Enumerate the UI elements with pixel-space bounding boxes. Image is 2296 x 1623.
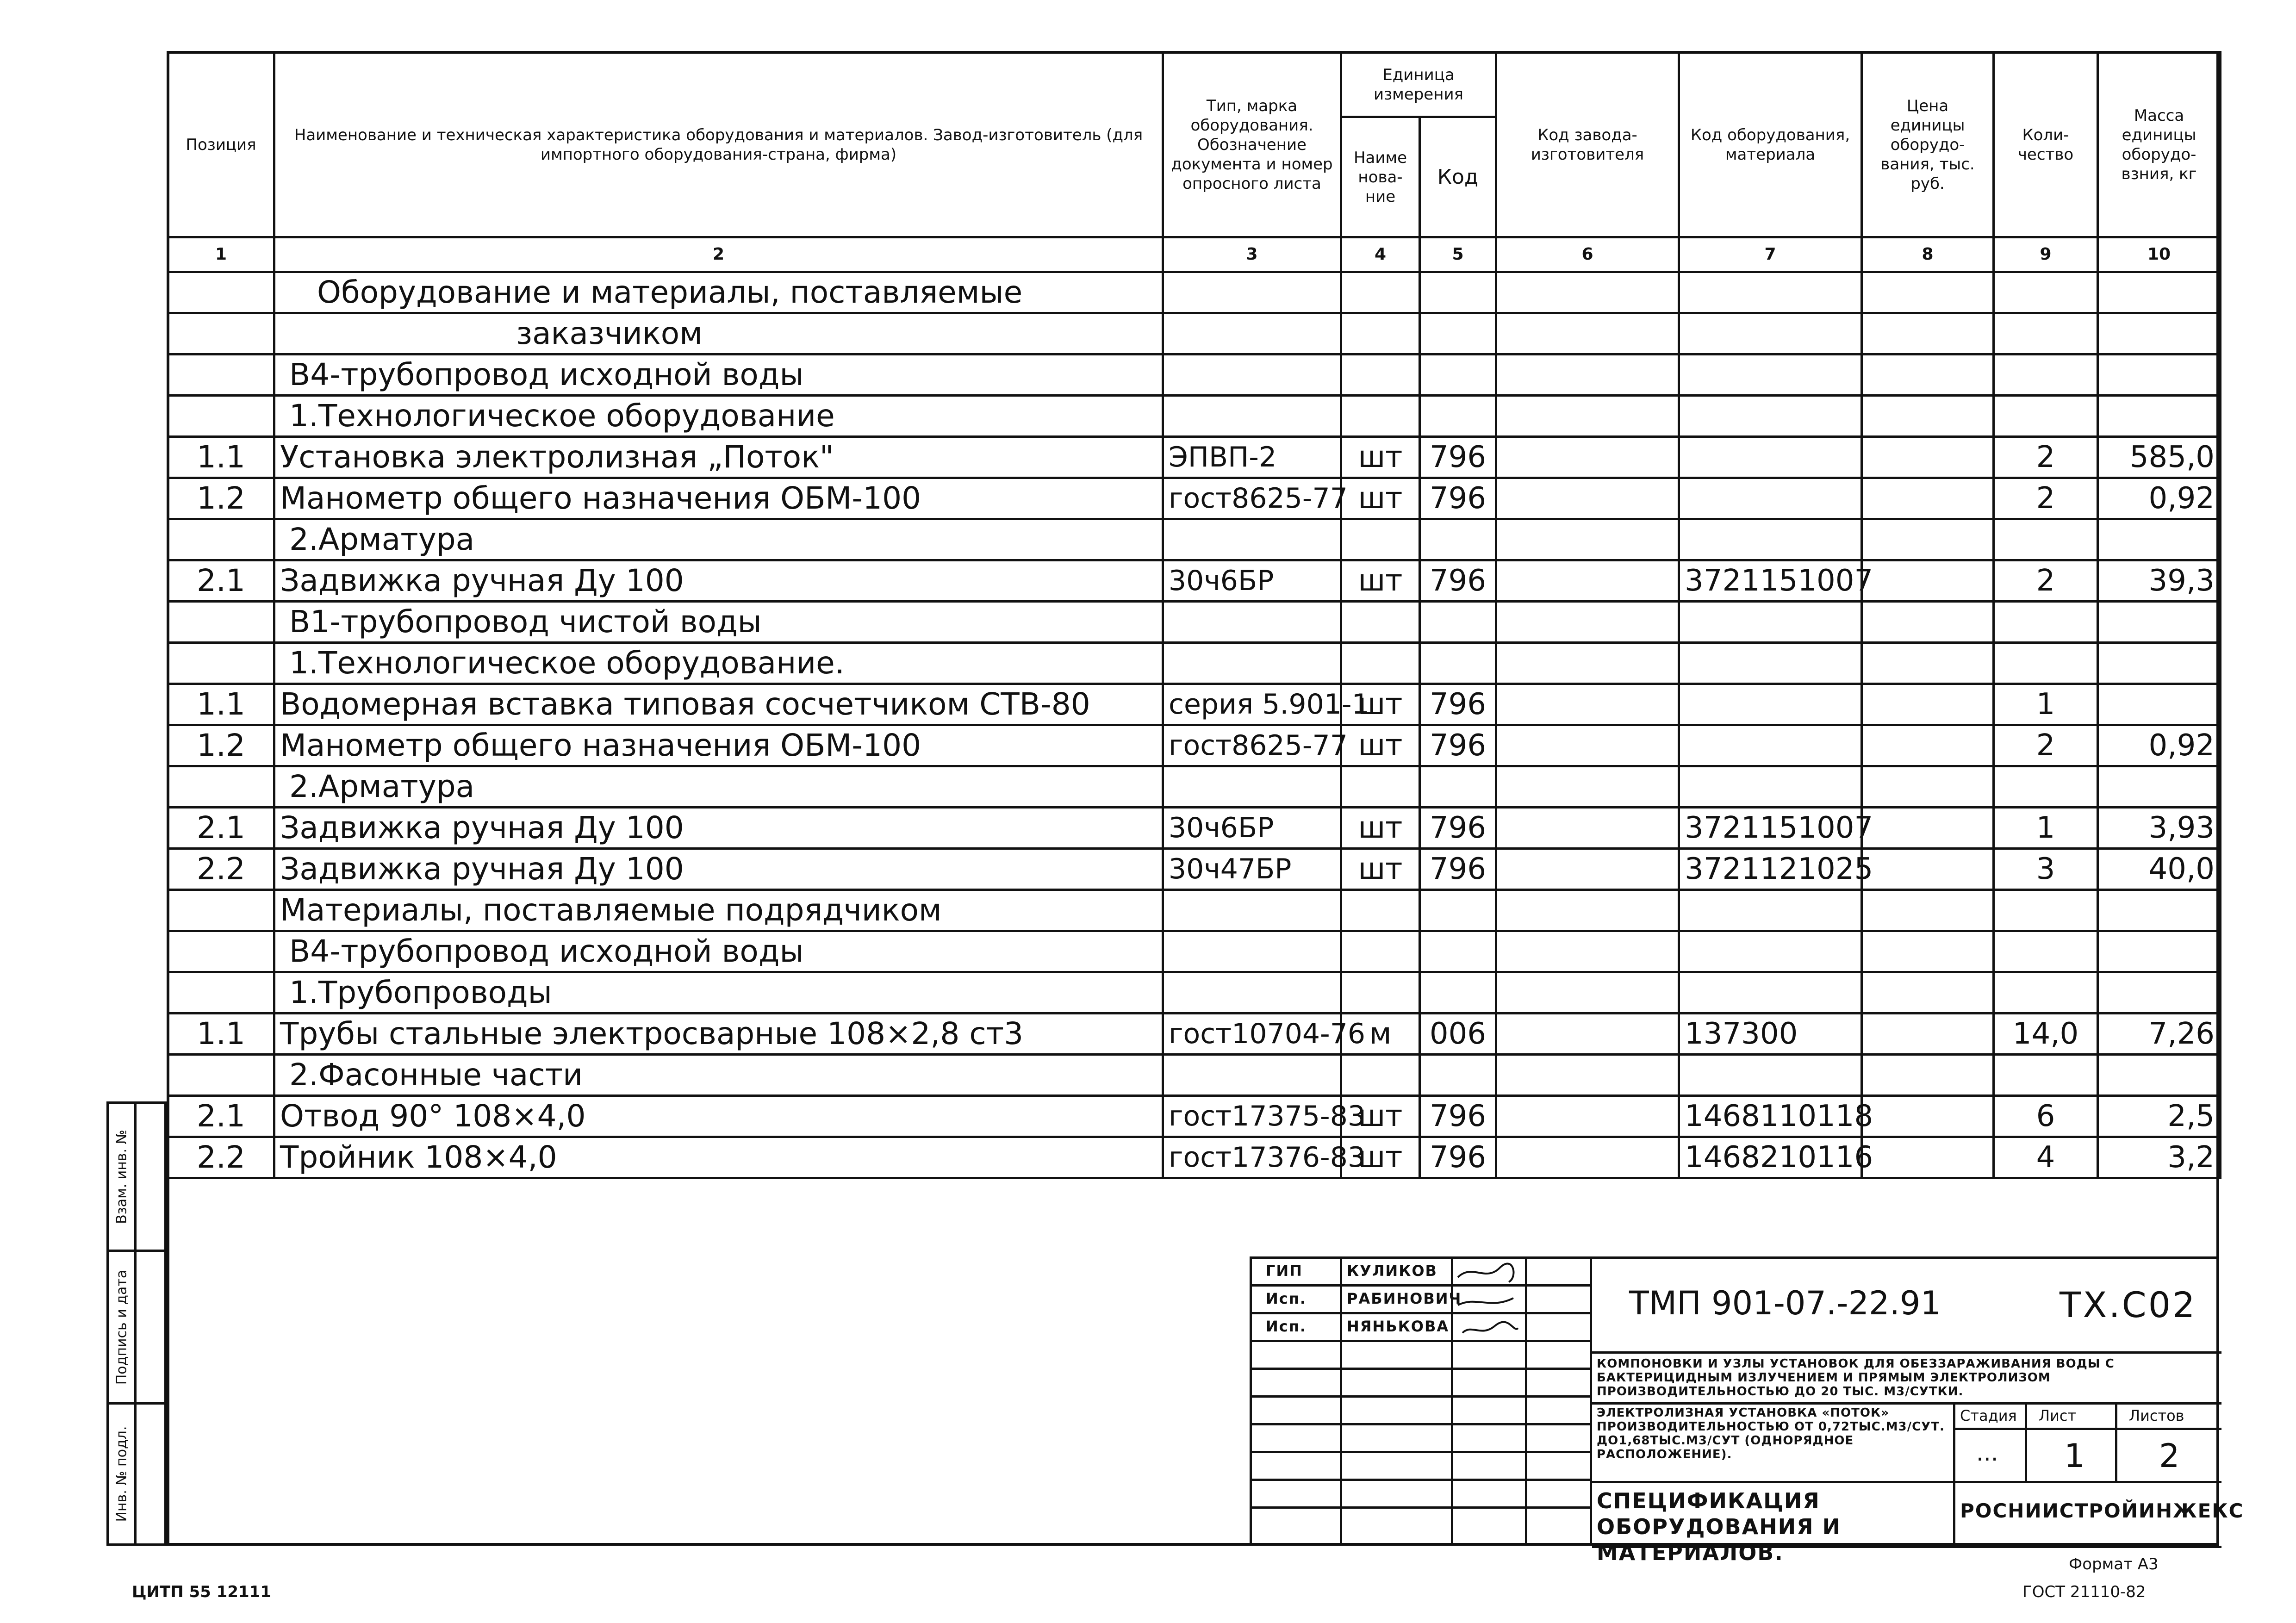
price-cell xyxy=(1862,808,1994,849)
price-cell xyxy=(1862,602,1994,643)
role-executor-1: Исп. xyxy=(1266,1290,1307,1307)
material-code-cell xyxy=(1679,396,1862,437)
header-name: Наименование и техническая характеристика оборудования и материалов. Завод-изготовитель (для импортного оборудования-страна, фирма) xyxy=(274,52,1163,237)
material-code-cell xyxy=(1679,972,1862,1014)
type-cell xyxy=(1163,643,1341,684)
position-cell xyxy=(168,602,274,643)
type-cell: гост17376-83 xyxy=(1163,1137,1341,1178)
name-cell: Задвижка ручная Ду 100 xyxy=(274,560,1163,602)
unit-code-cell xyxy=(1420,272,1496,313)
material-code-cell xyxy=(1679,931,1862,972)
material-code-cell xyxy=(1679,519,1862,560)
name-cell: Оборудование и материалы, поставляемые xyxy=(274,272,1163,313)
factory-code-cell xyxy=(1496,437,1679,478)
header-mass: Масса единицы оборудо-взния, кг xyxy=(2098,52,2221,237)
name-cell: Тройник 108×4,0 xyxy=(274,1137,1163,1178)
material-code-cell xyxy=(1679,643,1862,684)
position-cell xyxy=(168,1055,274,1096)
unit-code-cell xyxy=(1420,643,1496,684)
position-cell: 1.1 xyxy=(168,437,274,478)
material-code-cell: 3721151007 xyxy=(1679,808,1862,849)
table-row xyxy=(168,1137,2221,1178)
position-cell: 1.1 xyxy=(168,1014,274,1055)
name-cell: В1-трубопровод чистой воды xyxy=(274,602,1163,643)
quantity-cell: 3 xyxy=(1994,849,2098,890)
header-unit-group: Единица измерения xyxy=(1341,52,1496,117)
column-number: 7 xyxy=(1679,237,1862,272)
type-cell xyxy=(1163,1055,1341,1096)
factory-code-cell xyxy=(1496,313,1679,354)
name-gip: КУЛИКОВ xyxy=(1347,1262,1437,1280)
factory-code-cell xyxy=(1496,684,1679,725)
factory-code-cell xyxy=(1496,272,1679,313)
factory-code-cell xyxy=(1496,808,1679,849)
type-cell: гост17375-83 xyxy=(1163,1096,1341,1137)
unit-cell xyxy=(1341,313,1420,354)
type-cell xyxy=(1163,272,1341,313)
name-cell: Манометр общего назначения ОБМ-100 xyxy=(274,725,1163,766)
position-cell xyxy=(168,519,274,560)
mass-cell xyxy=(2098,272,2221,313)
price-cell xyxy=(1862,725,1994,766)
table-row xyxy=(168,890,2221,931)
type-cell: 30ч6БР xyxy=(1163,808,1341,849)
table-row xyxy=(168,725,2221,766)
position-cell xyxy=(168,354,274,396)
table-row xyxy=(168,396,2221,437)
unit-cell: шт xyxy=(1341,478,1420,519)
name-cell: Задвижка ручная Ду 100 xyxy=(274,849,1163,890)
material-code-cell: 137300 xyxy=(1679,1014,1862,1055)
unit-code-cell: 796 xyxy=(1420,437,1496,478)
table-row xyxy=(168,931,2221,972)
material-code-cell: 3721121025 xyxy=(1679,849,1862,890)
unit-cell xyxy=(1341,931,1420,972)
table-row xyxy=(168,313,2221,354)
price-cell xyxy=(1862,766,1994,808)
position-cell: 1.2 xyxy=(168,725,274,766)
price-cell xyxy=(1862,1137,1994,1178)
factory-code-cell xyxy=(1496,478,1679,519)
material-code-cell xyxy=(1679,602,1862,643)
table-row xyxy=(168,478,2221,519)
name-cell: 1.Технологическое оборудование. xyxy=(274,643,1163,684)
unit-cell: шт xyxy=(1341,1137,1420,1178)
document-number: ТМП 901-07.-22.91 xyxy=(1629,1284,1941,1322)
material-code-cell xyxy=(1679,890,1862,931)
header-unit-code: Код xyxy=(1420,117,1496,237)
position-cell xyxy=(168,272,274,313)
mass-cell xyxy=(2098,1055,2221,1096)
name-cell: Манометр общего назначения ОБМ-100 xyxy=(274,478,1163,519)
unit-code-cell xyxy=(1420,396,1496,437)
stage-label: Стадия xyxy=(1960,1407,2017,1424)
material-code-cell xyxy=(1679,478,1862,519)
name-cell: Отвод 90° 108×4,0 xyxy=(274,1096,1163,1137)
factory-code-cell xyxy=(1496,602,1679,643)
header-quantity: Коли-чество xyxy=(1994,52,2098,237)
unit-code-cell: 796 xyxy=(1420,684,1496,725)
unit-code-cell xyxy=(1420,890,1496,931)
quantity-cell xyxy=(1994,272,2098,313)
quantity-cell xyxy=(1994,972,2098,1014)
unit-code-cell xyxy=(1420,313,1496,354)
factory-code-cell xyxy=(1496,1014,1679,1055)
header-unit-name: Наиме нова- ние xyxy=(1341,117,1420,237)
factory-code-cell xyxy=(1496,1055,1679,1096)
table-row xyxy=(168,643,2221,684)
material-code-cell: 3721151007 xyxy=(1679,560,1862,602)
material-code-cell: 1468210116 xyxy=(1679,1137,1862,1178)
footer-gost: ГОСТ 21110-82 xyxy=(2022,1583,2146,1601)
table-row xyxy=(168,519,2221,560)
position-cell: 2.2 xyxy=(168,1137,274,1178)
column-number: 6 xyxy=(1496,237,1679,272)
mass-cell xyxy=(2098,602,2221,643)
table-row xyxy=(168,1014,2221,1055)
type-cell xyxy=(1163,931,1341,972)
mass-cell: 585,0 xyxy=(2098,437,2221,478)
material-code-cell xyxy=(1679,272,1862,313)
column-number: 1 xyxy=(168,237,274,272)
mass-cell xyxy=(2098,643,2221,684)
role-gip: ГИП xyxy=(1266,1262,1303,1280)
unit-code-cell: 796 xyxy=(1420,725,1496,766)
mass-cell xyxy=(2098,519,2221,560)
header-factory-code: Код завода-изготовителя xyxy=(1496,52,1679,237)
material-code-cell: 1468110118 xyxy=(1679,1096,1862,1137)
table-row xyxy=(168,849,2221,890)
position-cell xyxy=(168,766,274,808)
type-cell xyxy=(1163,890,1341,931)
quantity-cell xyxy=(1994,354,2098,396)
price-cell xyxy=(1862,890,1994,931)
factory-code-cell xyxy=(1496,1096,1679,1137)
material-code-cell xyxy=(1679,354,1862,396)
unit-cell: м xyxy=(1341,1014,1420,1055)
mass-cell xyxy=(2098,890,2221,931)
name-cell: В4-трубопровод исходной воды xyxy=(274,931,1163,972)
factory-code-cell xyxy=(1496,1137,1679,1178)
material-code-cell xyxy=(1679,1055,1862,1096)
unit-cell xyxy=(1341,1055,1420,1096)
material-code-cell xyxy=(1679,437,1862,478)
type-cell: 30ч47БР xyxy=(1163,849,1341,890)
factory-code-cell xyxy=(1496,766,1679,808)
position-cell xyxy=(168,643,274,684)
price-cell xyxy=(1862,354,1994,396)
price-cell xyxy=(1862,272,1994,313)
factory-code-cell xyxy=(1496,643,1679,684)
name-executor-2: НЯНЬКОВА xyxy=(1347,1318,1450,1335)
title-block-signatures xyxy=(1250,1256,1590,1546)
position-cell: 2.1 xyxy=(168,1096,274,1137)
position-cell xyxy=(168,890,274,931)
name-cell: 2.Арматура xyxy=(274,519,1163,560)
unit-cell xyxy=(1341,519,1420,560)
header-price: Цена единицы оборудо-вания, тыс. руб. xyxy=(1862,52,1994,237)
header-position: Позиция xyxy=(168,52,274,237)
factory-code-cell xyxy=(1496,560,1679,602)
unit-code-cell: 796 xyxy=(1420,560,1496,602)
mass-cell: 0,92 xyxy=(2098,478,2221,519)
price-cell xyxy=(1862,1055,1994,1096)
name-cell: Трубы стальные электросварные 108×2,8 ст3 xyxy=(274,1014,1163,1055)
unit-cell xyxy=(1341,972,1420,1014)
position-cell xyxy=(168,931,274,972)
mass-cell xyxy=(2098,766,2221,808)
unit-cell xyxy=(1341,890,1420,931)
unit-cell xyxy=(1341,766,1420,808)
quantity-cell: 6 xyxy=(1994,1096,2098,1137)
price-cell xyxy=(1862,478,1994,519)
quantity-cell: 2 xyxy=(1994,437,2098,478)
unit-code-cell: 796 xyxy=(1420,808,1496,849)
quantity-cell: 1 xyxy=(1994,684,2098,725)
mass-cell xyxy=(2098,396,2221,437)
unit-cell xyxy=(1341,643,1420,684)
position-cell xyxy=(168,313,274,354)
type-cell: серия 5.901-1 xyxy=(1163,684,1341,725)
quantity-cell: 4 xyxy=(1994,1137,2098,1178)
position-cell: 2.1 xyxy=(168,808,274,849)
footer-left-code: ЦИТП 55 12111 xyxy=(132,1583,271,1601)
quantity-cell xyxy=(1994,931,2098,972)
factory-code-cell xyxy=(1496,890,1679,931)
type-cell xyxy=(1163,602,1341,643)
unit-cell: шт xyxy=(1341,684,1420,725)
unit-code-cell: 796 xyxy=(1420,478,1496,519)
quantity-cell xyxy=(1994,519,2098,560)
table-row xyxy=(168,354,2221,396)
quantity-cell: 2 xyxy=(1994,560,2098,602)
unit-code-cell xyxy=(1420,602,1496,643)
signature-marks xyxy=(1453,1259,1523,1342)
type-cell: ЭПВП-2 xyxy=(1163,437,1341,478)
name-cell: Материалы, поставляемые подрядчиком xyxy=(274,890,1163,931)
header-material-code: Код оборудования, материала xyxy=(1679,52,1862,237)
quantity-cell: 14,0 xyxy=(1994,1014,2098,1055)
unit-code-cell xyxy=(1420,766,1496,808)
price-cell xyxy=(1862,396,1994,437)
header-type: Тип, марка оборудования. Обозначение документа и номер опросного листа xyxy=(1163,52,1341,237)
sheets-value: 2 xyxy=(2159,1437,2180,1475)
position-cell: 2.2 xyxy=(168,849,274,890)
price-cell xyxy=(1862,972,1994,1014)
price-cell xyxy=(1862,643,1994,684)
table-row xyxy=(168,437,2221,478)
table-row xyxy=(168,1055,2221,1096)
unit-code-cell xyxy=(1420,1055,1496,1096)
price-cell xyxy=(1862,1096,1994,1137)
factory-code-cell xyxy=(1496,519,1679,560)
unit-cell: шт xyxy=(1341,1096,1420,1137)
side-stamp-signature-label: Подпись и дата xyxy=(113,1269,130,1385)
specification-body xyxy=(168,272,2221,1178)
mass-cell: 3,93 xyxy=(2098,808,2221,849)
unit-code-cell: 796 xyxy=(1420,1137,1496,1178)
material-code-cell xyxy=(1679,725,1862,766)
name-cell: Задвижка ручная Ду 100 xyxy=(274,808,1163,849)
unit-code-cell: 006 xyxy=(1420,1014,1496,1055)
unit-code-cell xyxy=(1420,972,1496,1014)
mass-cell xyxy=(2098,972,2221,1014)
mass-cell: 39,3 xyxy=(2098,560,2221,602)
name-cell: 2.Арматура xyxy=(274,766,1163,808)
quantity-cell: 2 xyxy=(1994,478,2098,519)
mass-cell: 3,2 xyxy=(2098,1137,2221,1178)
column-number: 5 xyxy=(1420,237,1496,272)
price-cell xyxy=(1862,1014,1994,1055)
unit-code-cell: 796 xyxy=(1420,849,1496,890)
unit-cell: шт xyxy=(1341,725,1420,766)
table-row xyxy=(168,1096,2221,1137)
type-cell: гост8625-77 xyxy=(1163,478,1341,519)
organization: РОСНИИСТРОЙИНЖЕКС xyxy=(1960,1499,2244,1522)
quantity-cell xyxy=(1994,313,2098,354)
type-cell xyxy=(1163,972,1341,1014)
project-title: КОМПОНОВКИ И УЗЛЫ УСТАНОВОК ДЛЯ ОБЕЗЗАРАЖИВАНИЯ ВОДЫ С БАКТЕРИЦИДНЫМ ИЗЛУЧЕНИЕМ И ПРЯМЫМ ЭЛЕКТРОЛИЗОМ ПРОИЗВОДИТЕЛЬНОСТЬЮ ДО 20 ТЫС. М3/СУТКИ. xyxy=(1597,1357,2115,1399)
name-cell: 1.Трубопроводы xyxy=(274,972,1163,1014)
column-number: 10 xyxy=(2098,237,2221,272)
table-row xyxy=(168,808,2221,849)
type-cell: 30ч6БР xyxy=(1163,560,1341,602)
position-cell: 1.2 xyxy=(168,478,274,519)
type-cell xyxy=(1163,313,1341,354)
quantity-cell xyxy=(1994,766,2098,808)
material-code-cell xyxy=(1679,684,1862,725)
name-cell: 1.Технологическое оборудование xyxy=(274,396,1163,437)
quantity-cell: 2 xyxy=(1994,725,2098,766)
name-cell: 2.Фасонные части xyxy=(274,1055,1163,1096)
position-cell: 2.1 xyxy=(168,560,274,602)
quantity-cell: 1 xyxy=(1994,808,2098,849)
sheet-label: Лист xyxy=(2039,1407,2077,1424)
price-cell xyxy=(1862,560,1994,602)
table-row xyxy=(168,272,2221,313)
unit-cell: шт xyxy=(1341,437,1420,478)
type-cell xyxy=(1163,396,1341,437)
table-row xyxy=(168,972,2221,1014)
column-number: 9 xyxy=(1994,237,2098,272)
mass-cell xyxy=(2098,354,2221,396)
price-cell xyxy=(1862,437,1994,478)
sheet-value: 1 xyxy=(2064,1437,2085,1475)
table-row xyxy=(168,560,2221,602)
type-cell xyxy=(1163,354,1341,396)
role-executor-2: Исп. xyxy=(1266,1318,1307,1335)
factory-code-cell xyxy=(1496,972,1679,1014)
price-cell xyxy=(1862,849,1994,890)
name-cell: Водомерная вставка типовая сосчетчиком СТВ-80 xyxy=(274,684,1163,725)
type-cell xyxy=(1163,519,1341,560)
type-cell: гост10704-76 xyxy=(1163,1014,1341,1055)
table-row xyxy=(168,766,2221,808)
price-cell xyxy=(1862,684,1994,725)
material-code-cell xyxy=(1679,766,1862,808)
unit-cell xyxy=(1341,396,1420,437)
type-cell xyxy=(1163,766,1341,808)
mass-cell: 2,5 xyxy=(2098,1096,2221,1137)
mass-cell xyxy=(2098,313,2221,354)
specification-table xyxy=(167,51,2221,1179)
factory-code-cell xyxy=(1496,354,1679,396)
position-cell xyxy=(168,396,274,437)
mass-cell: 0,92 xyxy=(2098,725,2221,766)
side-stamp xyxy=(106,1101,167,1546)
name-cell: Установка электролизная „Поток" xyxy=(274,437,1163,478)
position-cell xyxy=(168,972,274,1014)
unit-code-cell xyxy=(1420,519,1496,560)
footer-format: Формат А3 xyxy=(2069,1555,2159,1573)
object-description: ЭЛЕКТРОЛИЗНАЯ УСТАНОВКА «ПОТОК» ПРОИЗВОДИТЕЛЬНОСТЬЮ ОТ 0,72ТЫС.М3/СУТ. ДО1,68ТЫС.М3/СУТ (ОДНОРЯДНОЕ РАСПОЛОЖЕНИЕ). xyxy=(1597,1406,1945,1461)
unit-code-cell xyxy=(1420,354,1496,396)
column-number: 3 xyxy=(1163,237,1341,272)
unit-cell xyxy=(1341,354,1420,396)
unit-cell xyxy=(1341,272,1420,313)
stage-value: ... xyxy=(1976,1439,1998,1466)
quantity-cell xyxy=(1994,602,2098,643)
sheets-label: Листов xyxy=(2129,1407,2184,1424)
factory-code-cell xyxy=(1496,931,1679,972)
type-cell: гост8625-77 xyxy=(1163,725,1341,766)
unit-cell: шт xyxy=(1341,560,1420,602)
name-cell: заказчиком xyxy=(274,313,1163,354)
price-cell xyxy=(1862,519,1994,560)
side-stamp-original-label: Инв. № подл. xyxy=(113,1426,130,1522)
unit-cell: шт xyxy=(1341,849,1420,890)
quantity-cell xyxy=(1994,396,2098,437)
mass-cell xyxy=(2098,931,2221,972)
mass-cell xyxy=(2098,684,2221,725)
factory-code-cell xyxy=(1496,396,1679,437)
column-number: 2 xyxy=(274,237,1163,272)
unit-code-cell: 796 xyxy=(1420,1096,1496,1137)
unit-cell xyxy=(1341,602,1420,643)
table-row xyxy=(168,602,2221,643)
column-number: 4 xyxy=(1341,237,1420,272)
quantity-cell xyxy=(1994,643,2098,684)
column-number: 8 xyxy=(1862,237,1994,272)
factory-code-cell xyxy=(1496,849,1679,890)
table-row xyxy=(168,684,2221,725)
name-executor-1: РАБИНОВИЧ xyxy=(1347,1290,1462,1307)
document-title: СПЕЦИФИКАЦИЯ ОБОРУДОВАНИЯ И МАТЕРИАЛОВ. xyxy=(1597,1488,1842,1565)
factory-code-cell xyxy=(1496,725,1679,766)
name-cell: В4-трубопровод исходной воды xyxy=(274,354,1163,396)
column-number-row xyxy=(168,237,2221,272)
price-cell xyxy=(1862,313,1994,354)
position-cell: 1.1 xyxy=(168,684,274,725)
mass-cell: 7,26 xyxy=(2098,1014,2221,1055)
quantity-cell xyxy=(1994,890,2098,931)
sheet-code: ТХ.С02 xyxy=(2060,1284,2197,1325)
quantity-cell xyxy=(1994,1055,2098,1096)
unit-code-cell xyxy=(1420,931,1496,972)
side-stamp-replacement-label: Взам. инв. № xyxy=(113,1129,130,1224)
unit-cell: шт xyxy=(1341,808,1420,849)
material-code-cell xyxy=(1679,313,1862,354)
price-cell xyxy=(1862,931,1994,972)
mass-cell: 40,0 xyxy=(2098,849,2221,890)
